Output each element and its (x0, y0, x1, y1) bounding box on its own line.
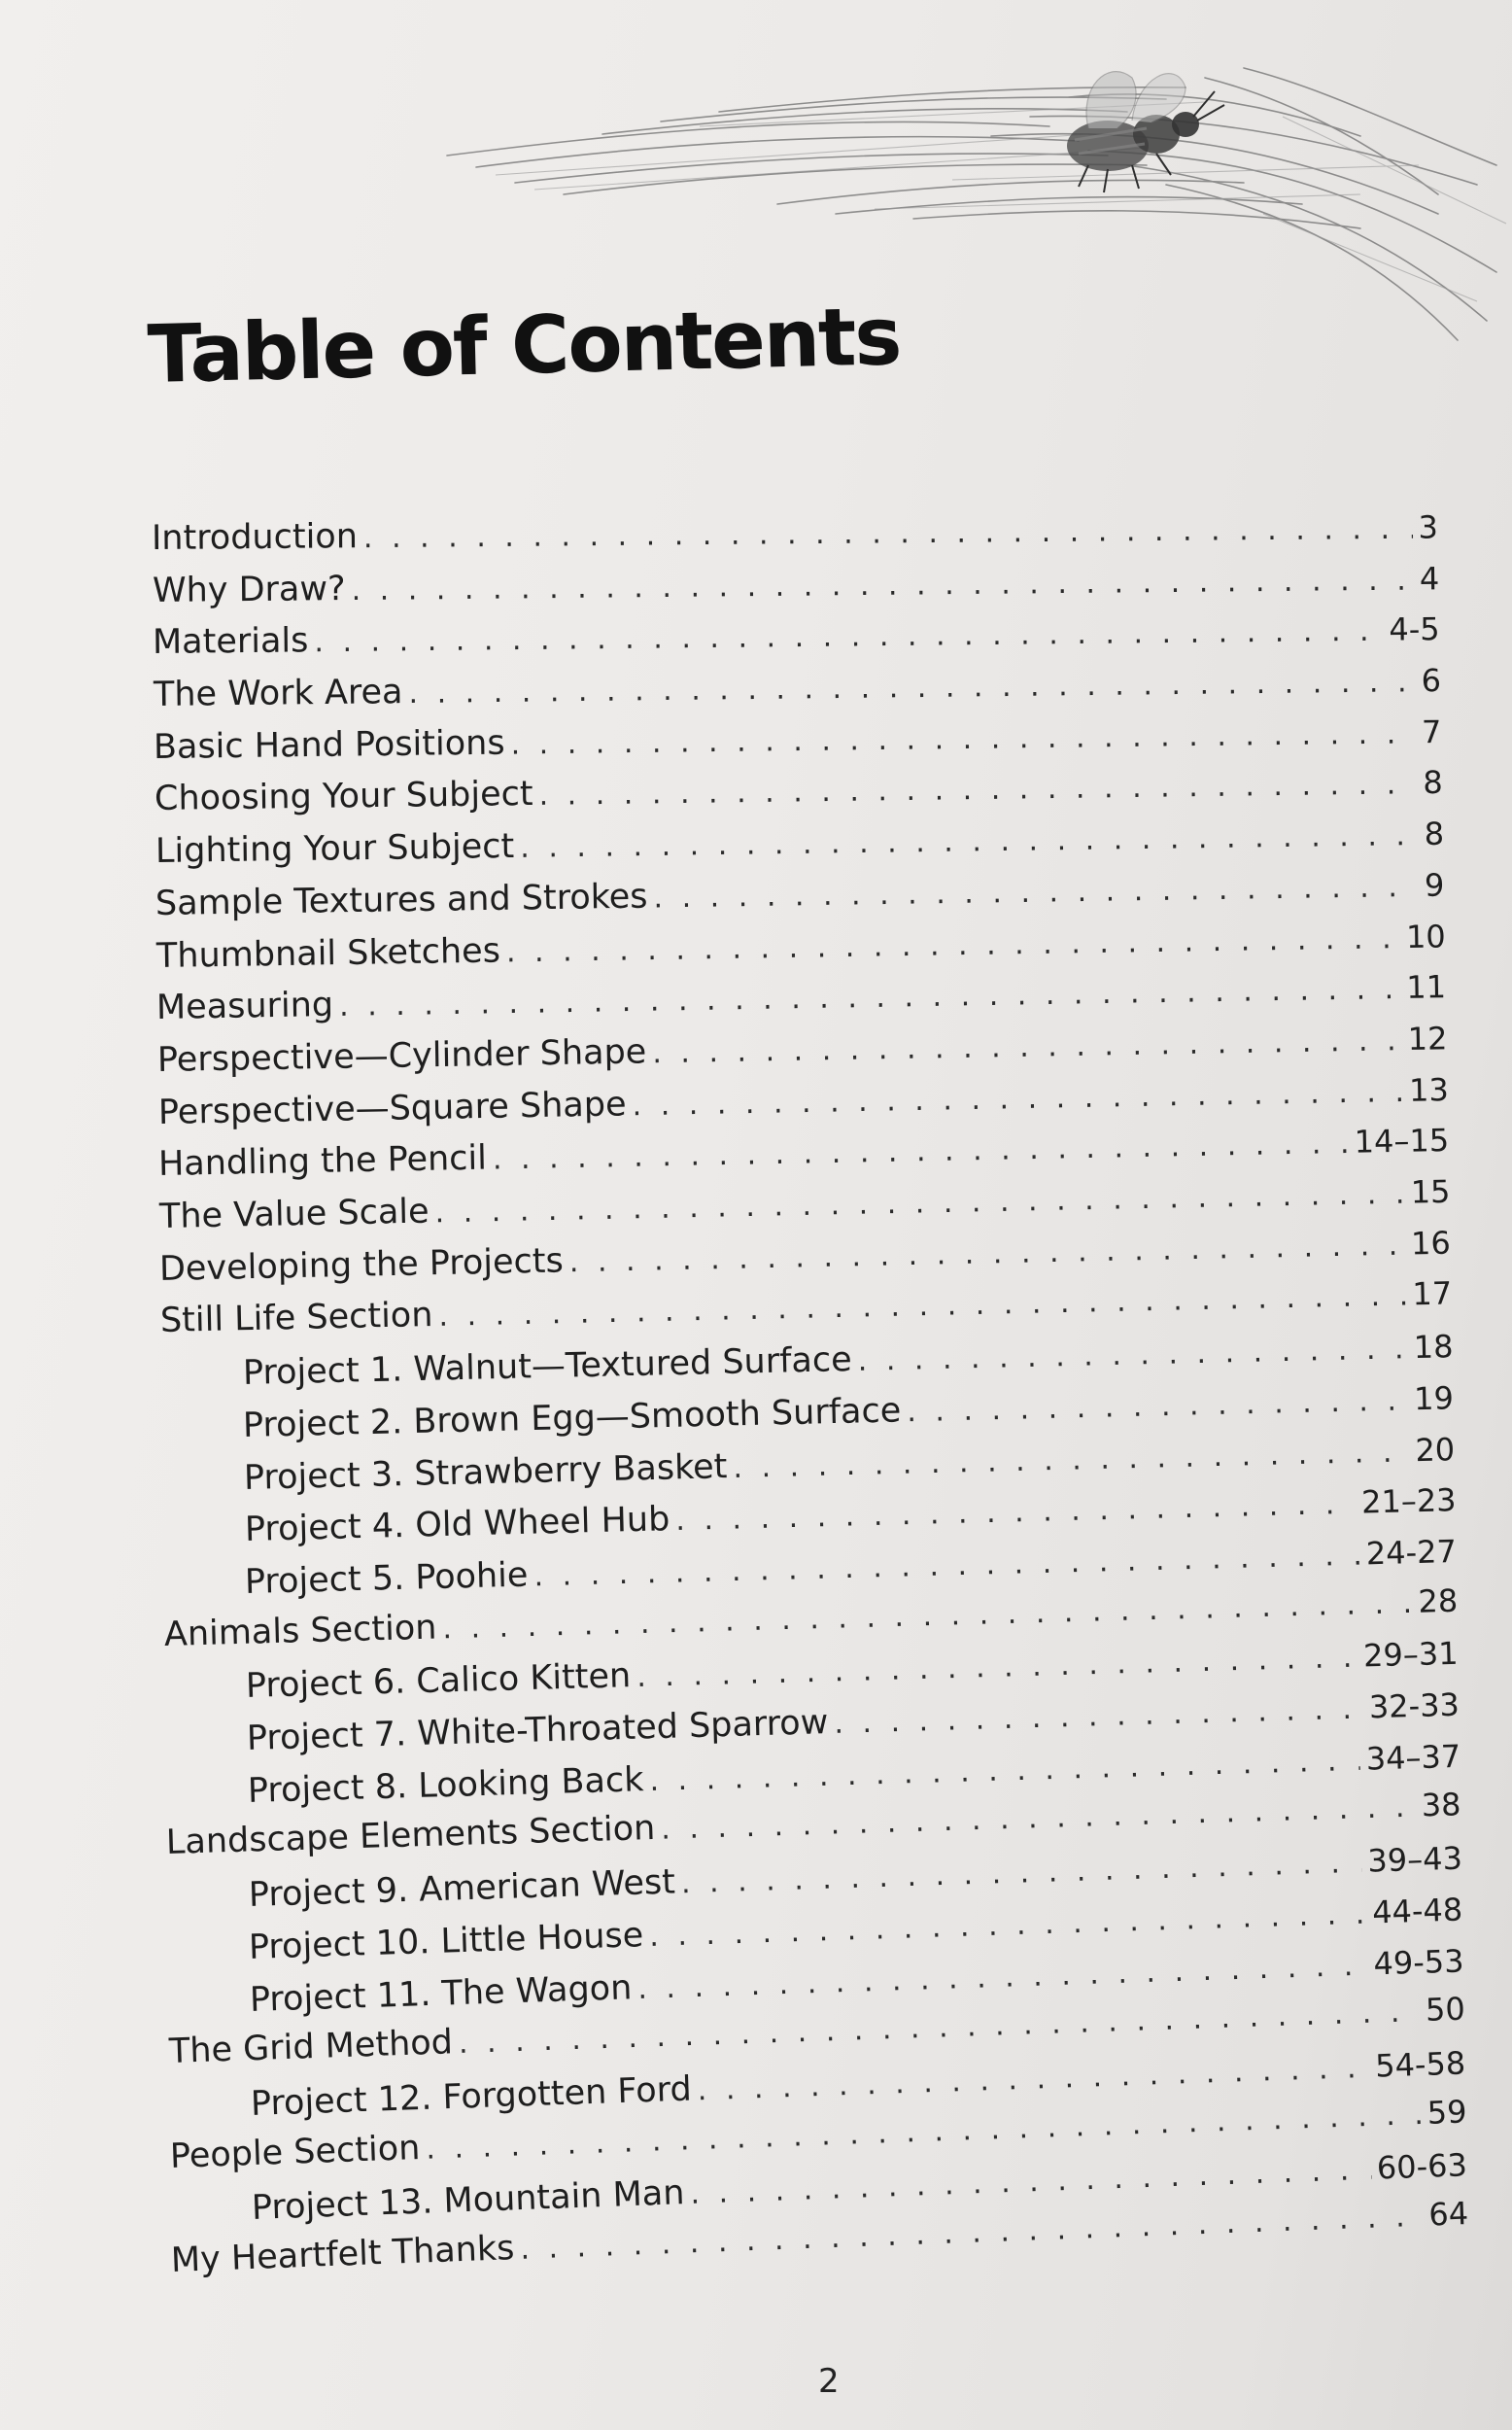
dot-leader (520, 815, 1419, 870)
toc-entry-page: 8 (1423, 764, 1443, 802)
toc-entry-page: 14–15 (1354, 1122, 1450, 1162)
toc-entry-page: 10 (1405, 917, 1446, 955)
toc-entry-title: Thumbnail Sketches (155, 931, 501, 976)
toc-entry-title: Introduction (151, 517, 359, 558)
toc-entry-page: 49-53 (1372, 1941, 1465, 1982)
toc-entry-page: 64 (1427, 2195, 1469, 2234)
toc-entry (154, 659, 1442, 718)
toc-entry-title: Project 10. Little House (248, 1915, 645, 1967)
toc-entry-title: Animals Section (163, 1608, 437, 1654)
dot-leader (339, 968, 1401, 1028)
toc-entry-page: 50 (1424, 1990, 1465, 2030)
toc-entry-page: 6 (1421, 662, 1442, 700)
toc-entry-title: Project 5. Poohie (244, 1555, 530, 1602)
dot-leader (857, 1328, 1408, 1383)
toc-entry-title: Landscape Elements Section (165, 1809, 656, 1863)
toc-entry-page: 44-48 (1371, 1891, 1464, 1931)
dot-leader (493, 1123, 1350, 1182)
toc-entry-title: The Work Area (153, 673, 403, 715)
toc-entry-title: Sample Textures and Strokes (155, 877, 649, 923)
dot-leader (674, 1483, 1356, 1543)
toc-entry-title: Still Life Section (159, 1296, 433, 1341)
toc-entry-title: Measuring (156, 986, 334, 1028)
toc-entry-page: 29–31 (1362, 1635, 1460, 1675)
toc-entry-page: 38 (1421, 1786, 1462, 1824)
toc-entry-title: Project 9. American West (248, 1862, 676, 1916)
toc-entry-title: People Section (169, 2128, 421, 2176)
toc-entry-page: 4-5 (1389, 610, 1441, 649)
dot-leader (314, 610, 1383, 665)
toc-entry-title: Developing the Projects (159, 1241, 565, 1289)
toc-entry-title: The Value Scale (158, 1192, 430, 1237)
toc-entry-page: 34–37 (1364, 1737, 1461, 1778)
toc-entry-title: Choosing Your Subject (154, 775, 533, 819)
toc-entry-page: 19 (1413, 1379, 1455, 1418)
toc-entry-title: Project 13. Mountain Man (251, 2173, 686, 2229)
dot-leader (652, 1020, 1402, 1075)
dot-leader (733, 1431, 1410, 1490)
dot-leader (834, 1688, 1364, 1746)
toc-entry-title: Perspective—Square Shape (157, 1085, 627, 1132)
toc-entry-page: 9 (1424, 866, 1445, 904)
toc-entry-page: 8 (1424, 815, 1444, 853)
toc-entry-title: Materials (152, 621, 309, 663)
dot-leader (363, 508, 1413, 560)
toc-entry (155, 761, 1443, 822)
dot-leader (907, 1379, 1409, 1434)
toc-entry-title: Project 2. Brown Egg—Smooth Surface (242, 1391, 902, 1445)
bee-icon (1067, 72, 1224, 192)
page-title: Table of Contents (146, 291, 902, 401)
toc-entry-page: 39–43 (1366, 1839, 1463, 1880)
toc-entry-page: 24-27 (1365, 1532, 1458, 1573)
toc-entry-title: Handling the Pencil (157, 1138, 488, 1185)
dot-leader (511, 712, 1417, 766)
toc-entry (152, 557, 1439, 614)
toc-entry-page: 3 (1418, 508, 1439, 546)
toc-entry-page: 15 (1410, 1172, 1451, 1211)
toc-entry-title: Project 4. Old Wheel Hub (243, 1500, 670, 1550)
toc-entry-page: 12 (1407, 1020, 1448, 1058)
toc-entry-title: Lighting Your Subject (155, 827, 515, 872)
toc-entry-page: 20 (1414, 1430, 1456, 1469)
toc-entry-title: Project 8. Looking Back (246, 1759, 644, 1811)
toc-entry-title: Project 12. Forgotten Ford (250, 2069, 693, 2124)
toc-entry-title: My Heartfelt Thanks (170, 2229, 516, 2280)
toc-entry-title: Perspective—Cylinder Shape (156, 1032, 647, 1080)
toc-entry-page: 60-63 (1376, 2146, 1468, 2187)
toc-entry-page: 7 (1422, 712, 1442, 751)
dot-leader (351, 559, 1414, 611)
toc-entry-title: Basic Hand Positions (154, 723, 506, 767)
toc-entry-page: 4 (1419, 559, 1440, 598)
dot-leader (408, 661, 1416, 715)
toc-entry (153, 608, 1440, 667)
toc-entry-title: Why Draw? (152, 569, 346, 610)
dot-leader (632, 1071, 1403, 1128)
toc-entry-title: Project 1. Walnut—Textured Surface (242, 1340, 852, 1394)
toc-entry-title: Project 6. Calico Kitten (245, 1656, 633, 1707)
page-number: 2 (818, 2362, 840, 2401)
toc-entry-page: 54-58 (1374, 2044, 1466, 2085)
toc-entry-title: The Grid Method (167, 2023, 454, 2072)
toc-entry-page: 11 (1406, 968, 1447, 1007)
toc-entry-title: Project 3. Strawberry Basket (243, 1446, 728, 1498)
toc-entry-title: Project 11. The Wagon (249, 1967, 633, 2020)
toc-entry-page: 13 (1408, 1070, 1449, 1109)
toc-entry-title: Project 7. White-Throated Sparrow (246, 1703, 829, 1759)
toc-entry-page: 32-33 (1368, 1685, 1460, 1726)
dot-leader (538, 764, 1417, 818)
dot-leader (653, 866, 1419, 920)
toc-entry-page: 18 (1413, 1328, 1454, 1367)
toc-entry-page: 59 (1426, 2093, 1467, 2132)
dot-leader (505, 918, 1400, 974)
toc-entry-page: 21–23 (1360, 1481, 1457, 1521)
toc-entry-page: 16 (1411, 1224, 1452, 1263)
toc-entry-page: 17 (1412, 1274, 1453, 1313)
toc-entry (154, 711, 1442, 771)
toc-entry (152, 505, 1438, 562)
toc-entry-page: 28 (1417, 1581, 1459, 1620)
